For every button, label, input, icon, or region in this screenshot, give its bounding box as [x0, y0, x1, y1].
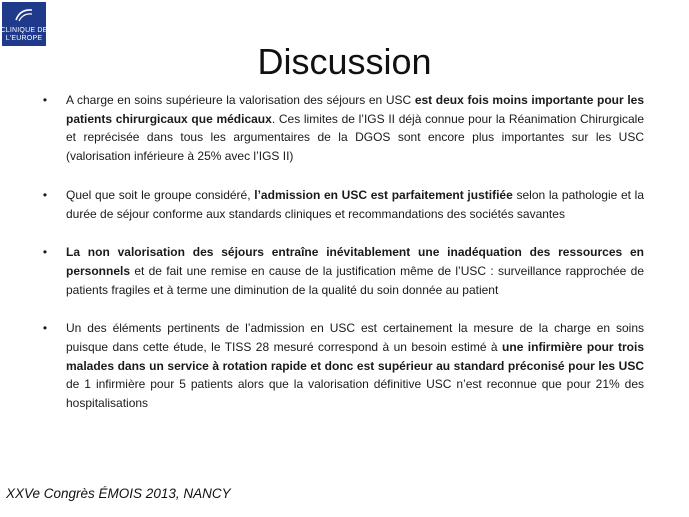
bullet-text-plain: et de fait une remise en cause de la justification même de l’USC : surveillance rapprochée de patients fragiles et à terme une diminution de la qualité du soin donnée au patient — [66, 263, 644, 297]
logo-text-line1: CLINIQUE DE — [0, 27, 48, 34]
logo-mark-icon — [14, 7, 34, 23]
bullet-item — [44, 243, 644, 299]
bullet-item — [44, 319, 644, 413]
conference-footer: XXVe Congrès ÉMOIS 2013, NANCY — [6, 486, 231, 501]
bullet-text-plain: A charge en soins supérieure la valorisation des séjours en USC — [66, 93, 415, 107]
bullet-text-bold: une infirmière pour trois malades dans un service à rotation rapide et donc est supérieur au standard préconisé pour les USC — [66, 340, 645, 373]
bullet-list — [44, 91, 644, 413]
bullet-icon: • — [42, 93, 48, 107]
bullet-text-plain: Un des éléments pertinents de l’admission en USC est certainement la mesure de la charge en soins puisque dans cette étude, le TISS 28 mesuré correspond à un besoin estimé à — [66, 321, 644, 355]
bullet-item — [44, 186, 644, 223]
bullet-text-plain: . Ces limites de l’IGS II déjà connue pour la Réanimation Chirurgicale et reprécisée dans tous les argumentaires de la DGOS sont encore plus importantes sur les USC (valorisation inférieure à 25% avec l’IGS II) — [66, 111, 644, 164]
bullet-text-bold: est deux fois moins importante pour les patients chirurgicaux que médicaux — [66, 93, 644, 126]
bullet-icon: • — [42, 245, 48, 260]
bullet-text-bold: La non valorisation des séjours entraîne inévitablement une inadéquation des ressources en personnels — [66, 245, 644, 278]
slide-title: Discussion — [257, 41, 432, 82]
bullet-text-bold: l’admission en USC est parfaitement justifiée — [254, 187, 513, 202]
bullet-text-plain: Quel que soit le groupe considéré, — [66, 187, 255, 202]
bullet-item — [44, 91, 644, 166]
bullet-text-plain: selon la pathologie et la durée de séjour conforme aux standards cliniques et recommandations des sociétés savantes — [66, 187, 645, 221]
bullet-icon: • — [42, 321, 48, 336]
logo-text-line2: L'EUROPE — [5, 35, 43, 42]
bullet-icon: • — [42, 187, 48, 202]
bullet-text-plain: de 1 infirmière pour 5 patients alors que la valorisation définitive USC n’est reconnue que pour 21% des hospitalisations — [66, 377, 644, 411]
